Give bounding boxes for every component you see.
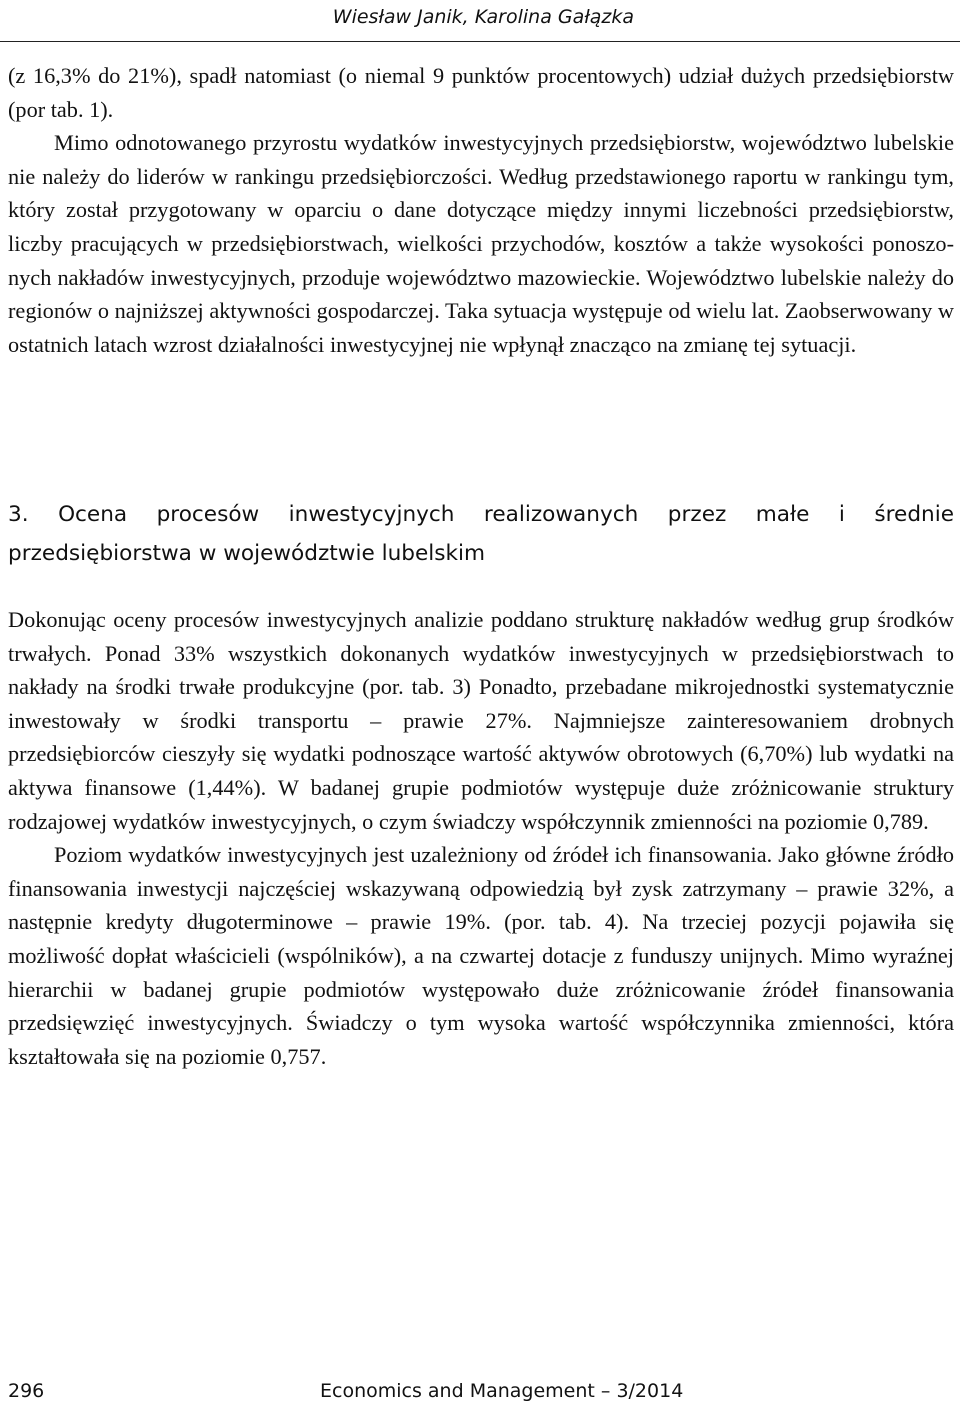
- body-text-top: [8, 59, 954, 361]
- running-header: [0, 0, 960, 42]
- paragraph: Mimo odnotowanego przyrostu wydatków inwestycyjnych przedsiębiorstw, województwo lubelskie nie należy do liderów w rankingu przedsiębiorczości. Według przedstawionego raportu w rankingu tym, który został przygotowany w oparciu o dane dotyczące między innymi liczebności przedsiębiorstw, liczby pracujących w przedsiębiorstwach, wielkości przychodów, kosztów a także wysokości ponoszonych nakładów inwestycyjnych, przoduje województwo mazowieckie. Województwo lubelskie należy do regionów o najniższej aktywności gospodarczej. Taka sytuacja występuje od wielu lat. Zaobserwowany w ostatnich latach wzrost działalności inwestycyjnej nie wpłynął znacząco na zmianę tej sytuacji.: [8, 130, 954, 357]
- paragraph: Dokonując oceny procesów inwestycyjnych analizie poddano strukturę nakładów według grup środków trwałych. Ponad 33% wszystkich dokonanych wydatków inwestycyjnych w przedsiębiorstwach to nakłady na środki trwałe produkcyjne (por. tab. 3) Ponadto, przebadane mikrojednostki systematycznie inwestowały w środki transportu – prawie 27%. Najmniejsze zainteresowaniem drobnych przedsiębiorców cieszyły się wydatki podnoszące wartość aktywów obrotowych (6,70%) lub wydatki na aktywa finansowe (1,44%). W badanej grupie podmiotów występuje duże zróżnicowanie struktury rodzajowej wydatków inwestycyjnych, o czym świadczy współczynnik zmienności na poziomie 0,789.: [8, 607, 954, 834]
- body-text-section: [8, 603, 954, 1073]
- header-authors: Wiesław Janik, Karolina Gałązka: [332, 6, 634, 28]
- page-footer: [8, 1378, 684, 1404]
- page-number: 296: [8, 1380, 45, 1402]
- journal-name: Economics and Management – 3/2014: [320, 1380, 684, 1402]
- paragraph: Poziom wydatków inwestycyjnych jest uzależniony od źródeł ich finansowania. Jako główne źródło finansowania inwestycji najczęściej wskazywaną odpowiedzią był zysk zatrzymany – prawie 32%, a następnie kredyty długoterminowe – prawie 19%. (por. tab. 4). Na trzeciej pozycji pojawiła się możliwość dopłat właścicieli (wspólników), a na czwartej dotacje z funduszy unijnych. Mimo wyraźnej hierarchii w badanej grupie podmiotów występowało duże zróżnicowanie źródeł finansowania przedsięwzięć inwestycyjnych. Świadczy o tym wysoka wartość współczynnika zmienności, która kształtowała się na poziomie 0,757.: [8, 842, 954, 1069]
- continuation-paragraph: (z 16,3% do 21%), spadł natomiast (o niemal 9 punktów procentowych) udział dużych przedsiębiorstw (por tab. 1).: [8, 63, 954, 122]
- section-heading: 3. Ocena procesów inwestycyjnych realizowanych przez małe i średnie przedsiębiorstwa w województwie lubelskim: [8, 502, 954, 566]
